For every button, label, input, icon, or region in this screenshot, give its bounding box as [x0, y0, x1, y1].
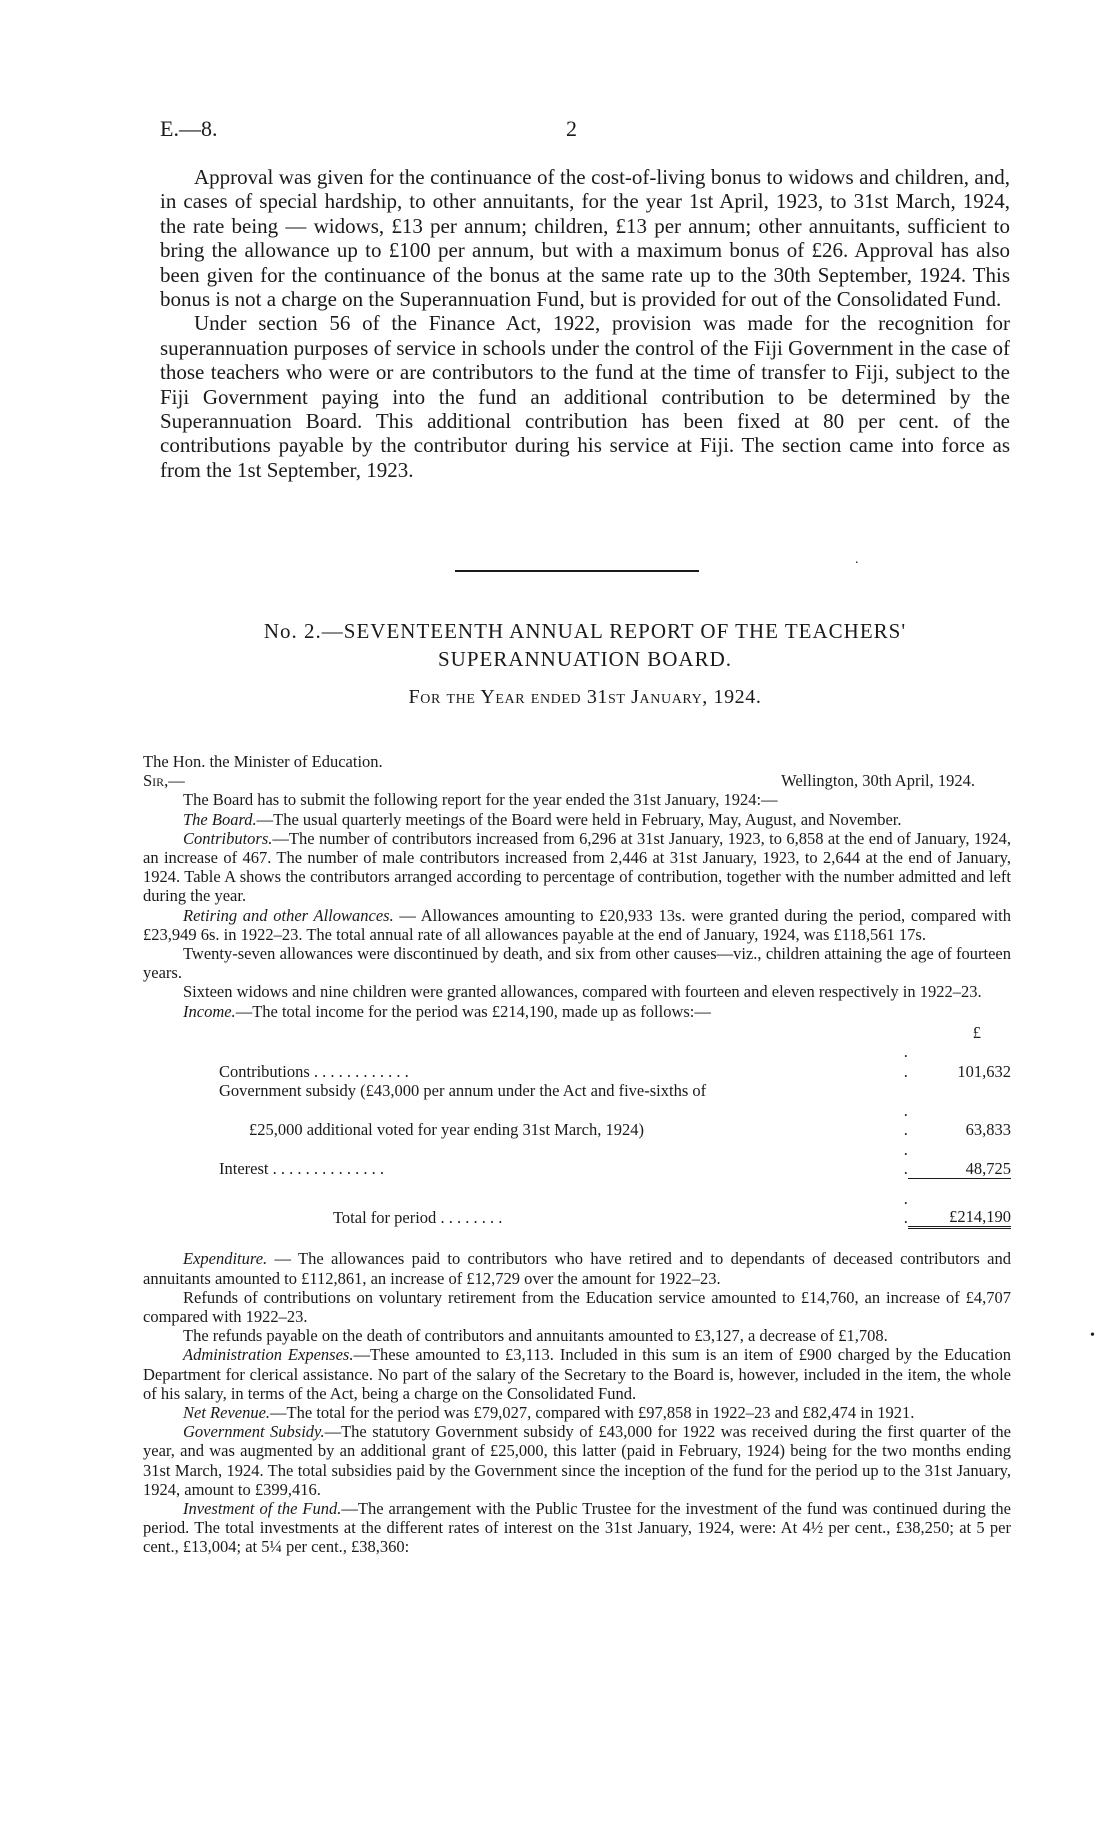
spacer — [143, 1233, 1011, 1249]
income-table — [143, 1023, 1011, 1230]
table-row — [143, 1042, 1011, 1081]
allowances-text: — Allowances amounting to £20,933 13s. were granted during the period, compared with £23,949 6s. in 1922–23. The total annual rate of all allowances payable at the end of January, 1924, was £118,561 17s. — [143, 905, 1011, 944]
allowances-paragraph — [143, 906, 1011, 944]
investment-paragraph — [143, 1499, 1011, 1557]
income-amount: 63,833 — [965, 1120, 1011, 1140]
expenditure-text: — The allowances paid to contributors who have retired and to dependants of deceased contributors and annuitants amounted to £112,861, an increase of £12,729 over the amount for 1922–23. — [143, 1249, 1011, 1288]
investment-heading: Investment of the Fund. — [183, 1498, 342, 1518]
expenditure-paragraph — [143, 1249, 1011, 1287]
net-revenue-heading: Net Revenue. — [183, 1402, 271, 1422]
salutation: Sir,— — [143, 771, 185, 791]
contributors-text: —The number of contributors increased from 6,296 at 31st January, 1923, to 6,858 at the end of January, 1924, an increase of 467. The number of male contributors increased from 2,446 at 31st January, 1923, to 2,644 at the end of January, 1924. Table A shows the contributors arranged according to percentage of contribution, together with the number admitted and left during the year. — [143, 828, 1011, 906]
administration-paragraph — [143, 1345, 1011, 1403]
bonus-paragraph: Approval was given for the continuance of the cost-of-living bonus to widows and children, and, in cases of special hardship, to other annuitants, for the year 1st April, 1923, to 31st March, 1924, the rate being — widows, £13 per annum; children, £13 per annum; other annuitants, sufficient to bring the allowance up to £100 per annum, but with a maximum bonus of £26. Approval has also been given for the continuance of the bonus at the same rate up to the 30th September, 1924. This bonus is not a charge on the Superannuation Fund, but is provided for out of the Consolidated Fund. — [160, 165, 1010, 312]
income-amount: 101,632 — [957, 1061, 1011, 1081]
opening-paragraph: The Board has to submit the following report for the year ended the 31st January, 1924:— — [183, 790, 778, 810]
income-text: —The total income for the period was £214,190, made up as follows:— — [235, 1001, 711, 1021]
income-label: Contributions — [219, 1061, 310, 1081]
income-heading: Income. — [183, 1001, 236, 1021]
board-text: —The usual quarterly meetings of the Board were held in February, May, August, and November. — [256, 809, 902, 829]
allowances-heading: Retiring and other Allowances. — [183, 905, 394, 925]
report-title — [160, 617, 1010, 673]
income-amount: 48,725 — [908, 1140, 1011, 1179]
income-label: £25,000 additional voted for year ending 31st March, 1924) — [249, 1120, 644, 1140]
contributors-paragraph — [143, 829, 1011, 906]
government-subsidy-text: —The statutory Government subsidy of £43,000 for 1922 was received during the first quarter of the year, and was augmented by an additional grant of £25,000, this latter (paid in February, 1924) being for the two months ending 31st March, 1924. The total subsidies paid by the Government since the inception of the fund for the period up to the 31st January, 1924, amount to £399,416. — [143, 1422, 1011, 1499]
total-row — [143, 1179, 1011, 1228]
income-currency-row — [143, 1023, 1011, 1043]
report-title-prefix: No. 2. — [263, 619, 322, 643]
dot-leader: . . — [903, 1100, 908, 1140]
dot-leader: . . . . . . . . . . . . — [309, 1061, 409, 1081]
page-number: 2 — [566, 116, 577, 141]
table-row — [143, 1140, 1011, 1179]
fiji-paragraph: Under section 56 of the Finance Act, 1922, provision was made for the recognition for superannuation purposes of service in schools under the control of the Fiji Government in the case of those teachers who were or are contributors to the fund at the time of transfer to Fiji, subject to the Fiji Government paying into the fund an additional contribution to be determined by the Superannuation Board. This additional contribution has been fixed at 80 per cent. of the contributions payable by the contributor during his service at Fiji. The section came into force as from the 1st September, 1923. — [160, 311, 1010, 482]
contributors-heading: Contributors. — [183, 828, 273, 848]
net-revenue-paragraph — [143, 1403, 1011, 1422]
board-heading: The Board. — [183, 809, 257, 829]
report-body — [143, 752, 1011, 1557]
administration-text: —These amounted to £3,113. Included in this sum is an item of £900 charged by the Education Department for clerical assistance. No part of the salary of the Secretary to the Board is, however, included in the item, the whole of his salary, in terms of the Act, being a charge on the Consolidated Fund. — [143, 1345, 1011, 1403]
widows-paragraph: Sixteen widows and nine children were granted allowances, compared with fourteen and eleven respectively in 1922–23. — [183, 982, 982, 1002]
expenditure-heading: Expenditure. — [183, 1249, 268, 1269]
investment-text: —The arrangement with the Public Trustee for the investment of the fund was continued during the period. The total investments at the different rates of interest on the 31st January, 1924, were: At 4½ per cent., £38,250; at 5 per cent., £13,004; at 5¼ per cent., £38,360: — [143, 1498, 1011, 1557]
table-row — [143, 1081, 1011, 1101]
board-paragraph — [143, 810, 1011, 829]
administration-heading: Administration Expenses. — [183, 1345, 354, 1365]
dot-leader: . . — [903, 1139, 908, 1179]
refunds-death-paragraph: The refunds payable on the death of contributors and annuitants amounted to £3,127, a decrease of £1,708. — [183, 1326, 888, 1346]
date-line: Wellington, 30th April, 1924. — [781, 771, 975, 791]
dot-leader: . . — [903, 1188, 908, 1228]
total-amount: £214,190 — [908, 1179, 1011, 1228]
currency-symbol: £ — [972, 1022, 981, 1042]
section-divider — [455, 570, 699, 572]
addressee: The Hon. the Minister of Education. — [143, 752, 383, 771]
dot-leader: . . . . . . . . — [436, 1208, 503, 1228]
income-paragraph — [143, 1002, 1011, 1021]
margin-dot: • — [1090, 1328, 1095, 1343]
government-subsidy-paragraph — [143, 1422, 1011, 1499]
stray-dot: . — [855, 552, 859, 567]
dot-leader: . . — [903, 1042, 908, 1081]
net-revenue-text: —The total for the period was £79,027, compared with £97,858 in 1922–23 and £82,474 in 1921. — [270, 1402, 915, 1422]
intro-section — [160, 165, 1010, 482]
dot-leader: . . . . . . . . . . . . . . — [268, 1159, 384, 1179]
income-label: Interest — [219, 1159, 269, 1179]
discontinued-paragraph: Twenty-seven allowances were discontinued by death, and six from other causes—viz., children attaining the age of fourteen years. — [143, 944, 1011, 983]
salutation-line — [143, 771, 1011, 790]
total-label: Total for period — [333, 1208, 437, 1228]
refunds-voluntary-paragraph: Refunds of contributions on voluntary retirement from the Education service amounted to £14,760, an increase of £4,707 compared with 1922–23. — [143, 1287, 1011, 1326]
report-subtitle: For the Year ended 31st January, 1924. — [408, 686, 762, 708]
income-label: Government subsidy (£43,000 per annum under the Act and five-sixths of — [219, 1081, 707, 1101]
report-title-text: —SEVENTEENTH ANNUAL REPORT OF THE TEACHERS' SUPERANNUATION BOARD. — [321, 619, 907, 671]
government-subsidy-heading: Government Subsidy. — [183, 1422, 325, 1442]
table-row — [143, 1101, 1011, 1140]
document-reference: E.—8. — [160, 116, 218, 141]
